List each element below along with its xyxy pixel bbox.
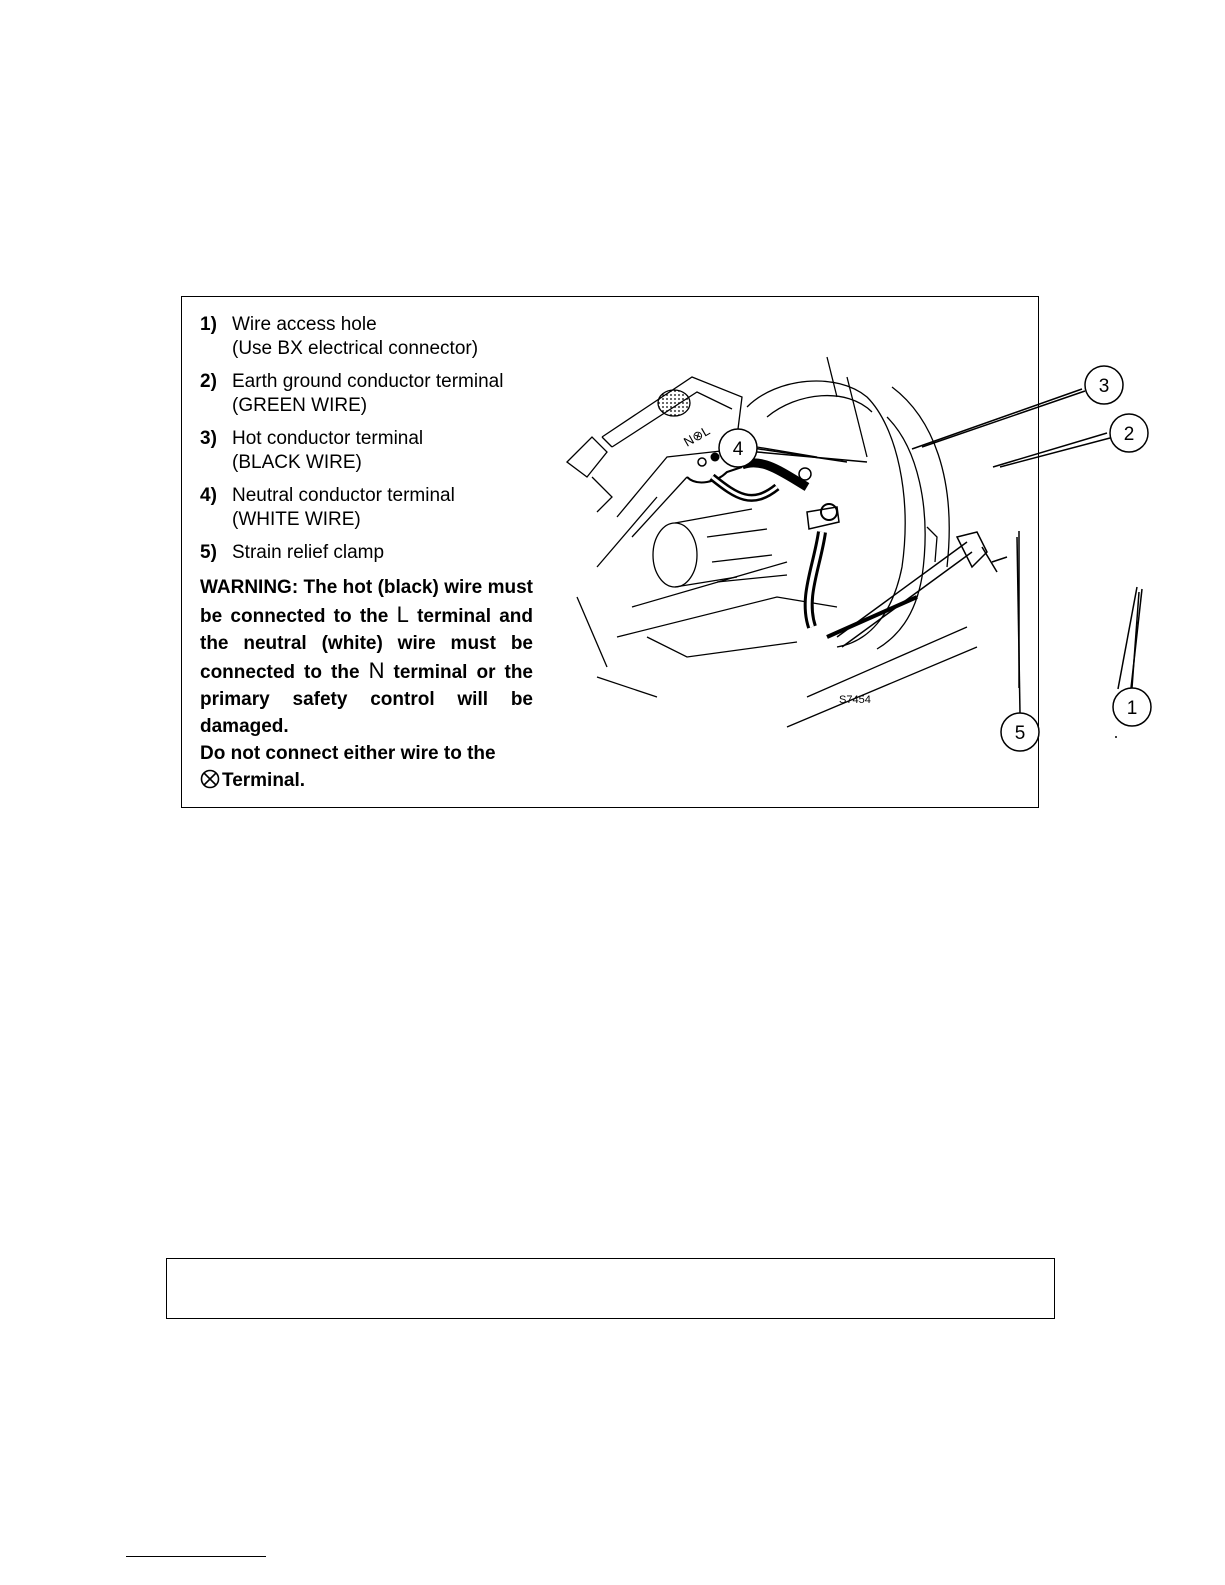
panel-letters: N⊗L xyxy=(681,422,713,450)
legend-item xyxy=(200,427,533,475)
terminal-line xyxy=(200,767,533,794)
legend-item xyxy=(200,313,533,361)
access-hole-grille xyxy=(658,390,690,416)
legend-number: 2) xyxy=(200,371,217,392)
legend-number: 1) xyxy=(200,314,217,335)
legend-number: 3) xyxy=(200,428,217,449)
bx-fitting xyxy=(837,532,1007,647)
crossed-circle-icon xyxy=(200,769,220,789)
svg-text:5: 5 xyxy=(1014,723,1026,744)
terminal-text: Terminal. xyxy=(222,770,306,791)
legend-text: Wire access hole xyxy=(232,314,377,335)
legend-subtext: (Use BX electrical connector) xyxy=(232,338,479,359)
legend-text: Earth ground conductor terminal xyxy=(232,371,504,392)
legend-subtext: (WHITE WIRE) xyxy=(232,509,361,530)
burner-wiring-diagram xyxy=(537,337,1138,777)
cable xyxy=(809,532,917,637)
warning-n-letter: N xyxy=(368,658,385,683)
warning-part: terminal or the primary safety control will be damaged. xyxy=(200,662,533,737)
svg-text:3: 3 xyxy=(1098,376,1110,397)
terminal-block xyxy=(681,423,839,529)
legend-item xyxy=(200,484,533,532)
legend-item xyxy=(200,370,533,418)
legend-subtext: (BLACK WIRE) xyxy=(232,452,362,473)
warning-part: WARNING: The hot (black) wire must be connected to the xyxy=(200,577,533,627)
legend-text: Strain relief clamp xyxy=(232,542,385,563)
svg-text:2: 2 xyxy=(1123,424,1135,445)
legend xyxy=(200,313,533,794)
noconnect-text: Do not connect either wire to the xyxy=(200,743,496,764)
figure-code: S7454 xyxy=(839,694,871,706)
legend-number: 4) xyxy=(200,485,217,506)
legend-item xyxy=(200,541,533,565)
figure-box xyxy=(181,296,1138,808)
footnote-rule xyxy=(126,1556,266,1557)
svg-text:4: 4 xyxy=(732,439,744,460)
legend-number: 5) xyxy=(200,542,217,563)
warning-l-letter: L xyxy=(396,602,409,627)
noconnect-line xyxy=(200,740,533,767)
empty-note-box xyxy=(166,1258,1055,1319)
callout-5 xyxy=(1001,537,1039,751)
warning-text xyxy=(200,574,533,740)
legend-text: Hot conductor terminal xyxy=(232,428,424,449)
legend-text: Neutral conductor terminal xyxy=(232,485,455,506)
burner-outline xyxy=(567,357,977,727)
legend-subtext: (GREEN WIRE) xyxy=(232,395,368,416)
warning-part: terminal and the neutral (white) wire must be connected to the xyxy=(200,606,533,683)
svg-text:1: 1 xyxy=(1126,698,1138,719)
